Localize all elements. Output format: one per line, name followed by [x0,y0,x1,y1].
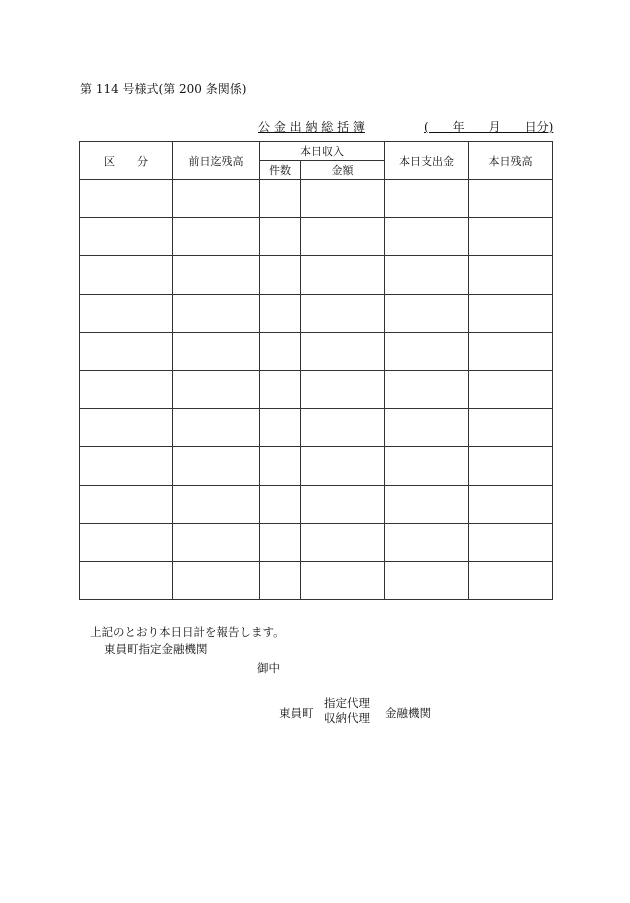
table-cell [173,523,260,561]
table-cell [385,523,469,561]
table-cell [469,447,553,485]
table-cell [80,561,173,599]
table-cell [385,561,469,599]
period-field: ( 年 月 日分) [424,120,554,134]
table-cell [173,256,260,294]
table-row [80,332,553,370]
table-cell [80,180,173,218]
table-cell [260,485,301,523]
table-cell [385,218,469,256]
table-cell [469,370,553,408]
table-cell [301,447,385,485]
header-today-receipts: 本日収入 [260,142,385,161]
table-cell [385,370,469,408]
table-cell [469,294,553,332]
table-cell [301,370,385,408]
table-cell [80,370,173,408]
ledger-body [80,180,553,600]
table-row [80,485,553,523]
table-cell [469,218,553,256]
table-cell [80,409,173,447]
table-cell [173,370,260,408]
table-row [80,409,553,447]
table-cell [469,256,553,294]
table-cell [80,294,173,332]
collection-agent: 収納代理 [324,711,370,725]
table-cell [80,256,173,294]
table-cell [469,523,553,561]
honorific: 御中 [257,661,280,675]
table-cell [260,218,301,256]
table-cell [173,485,260,523]
header-category: 区 分 [80,142,173,180]
table-cell [385,180,469,218]
financial-institution: 金融機関 [385,706,431,720]
table-row [80,294,553,332]
ledger-title: 公 金 出 納 総 括 簿 [258,120,365,134]
table-cell [385,256,469,294]
table-cell [80,485,173,523]
header-today-payments: 本日支出金 [385,142,469,180]
designated-agent: 指定代理 [324,696,370,710]
table-cell [385,409,469,447]
table-cell [469,485,553,523]
table-cell [469,409,553,447]
table-cell [469,332,553,370]
table-row [80,256,553,294]
table-cell [260,409,301,447]
table-cell [260,256,301,294]
agent-type [324,696,370,726]
form-number: 第 114 号様式(第 200 条関係) [80,82,247,96]
table-cell [301,409,385,447]
table-cell [80,523,173,561]
header-amount: 金額 [301,161,385,180]
report-statement: 上記のとおり本日日計を報告します。 [90,625,285,639]
table-cell [301,523,385,561]
table-row [80,370,553,408]
ledger-table [79,141,553,600]
table-cell [80,218,173,256]
table-cell [260,561,301,599]
table-cell [469,180,553,218]
table-cell [469,561,553,599]
table-row [80,561,553,599]
table-cell [173,294,260,332]
table-cell [80,332,173,370]
table-cell [301,256,385,294]
table-cell [260,332,301,370]
table-cell [173,218,260,256]
table-cell [385,294,469,332]
table-cell [260,294,301,332]
table-cell [80,447,173,485]
table-cell [385,485,469,523]
table-cell [301,294,385,332]
table-cell [173,180,260,218]
header-today-balance: 本日残高 [469,142,553,180]
table-cell [260,370,301,408]
table-cell [385,447,469,485]
addressee: 東員町指定金融機関 [104,642,208,656]
table-row [80,180,553,218]
table-cell [173,561,260,599]
table-cell [173,332,260,370]
table-row [80,523,553,561]
table-row [80,218,553,256]
table-cell [173,409,260,447]
town-name: 東員町 [279,706,314,720]
table-cell [260,447,301,485]
table-cell [385,332,469,370]
table-cell [260,180,301,218]
table-cell [301,485,385,523]
table-cell [301,218,385,256]
table-cell [301,180,385,218]
header-previous-balance: 前日迄残高 [173,142,260,180]
table-row [80,447,553,485]
header-count: 件数 [260,161,301,180]
table-cell [301,561,385,599]
table-cell [301,332,385,370]
table-cell [173,447,260,485]
table-cell [260,523,301,561]
